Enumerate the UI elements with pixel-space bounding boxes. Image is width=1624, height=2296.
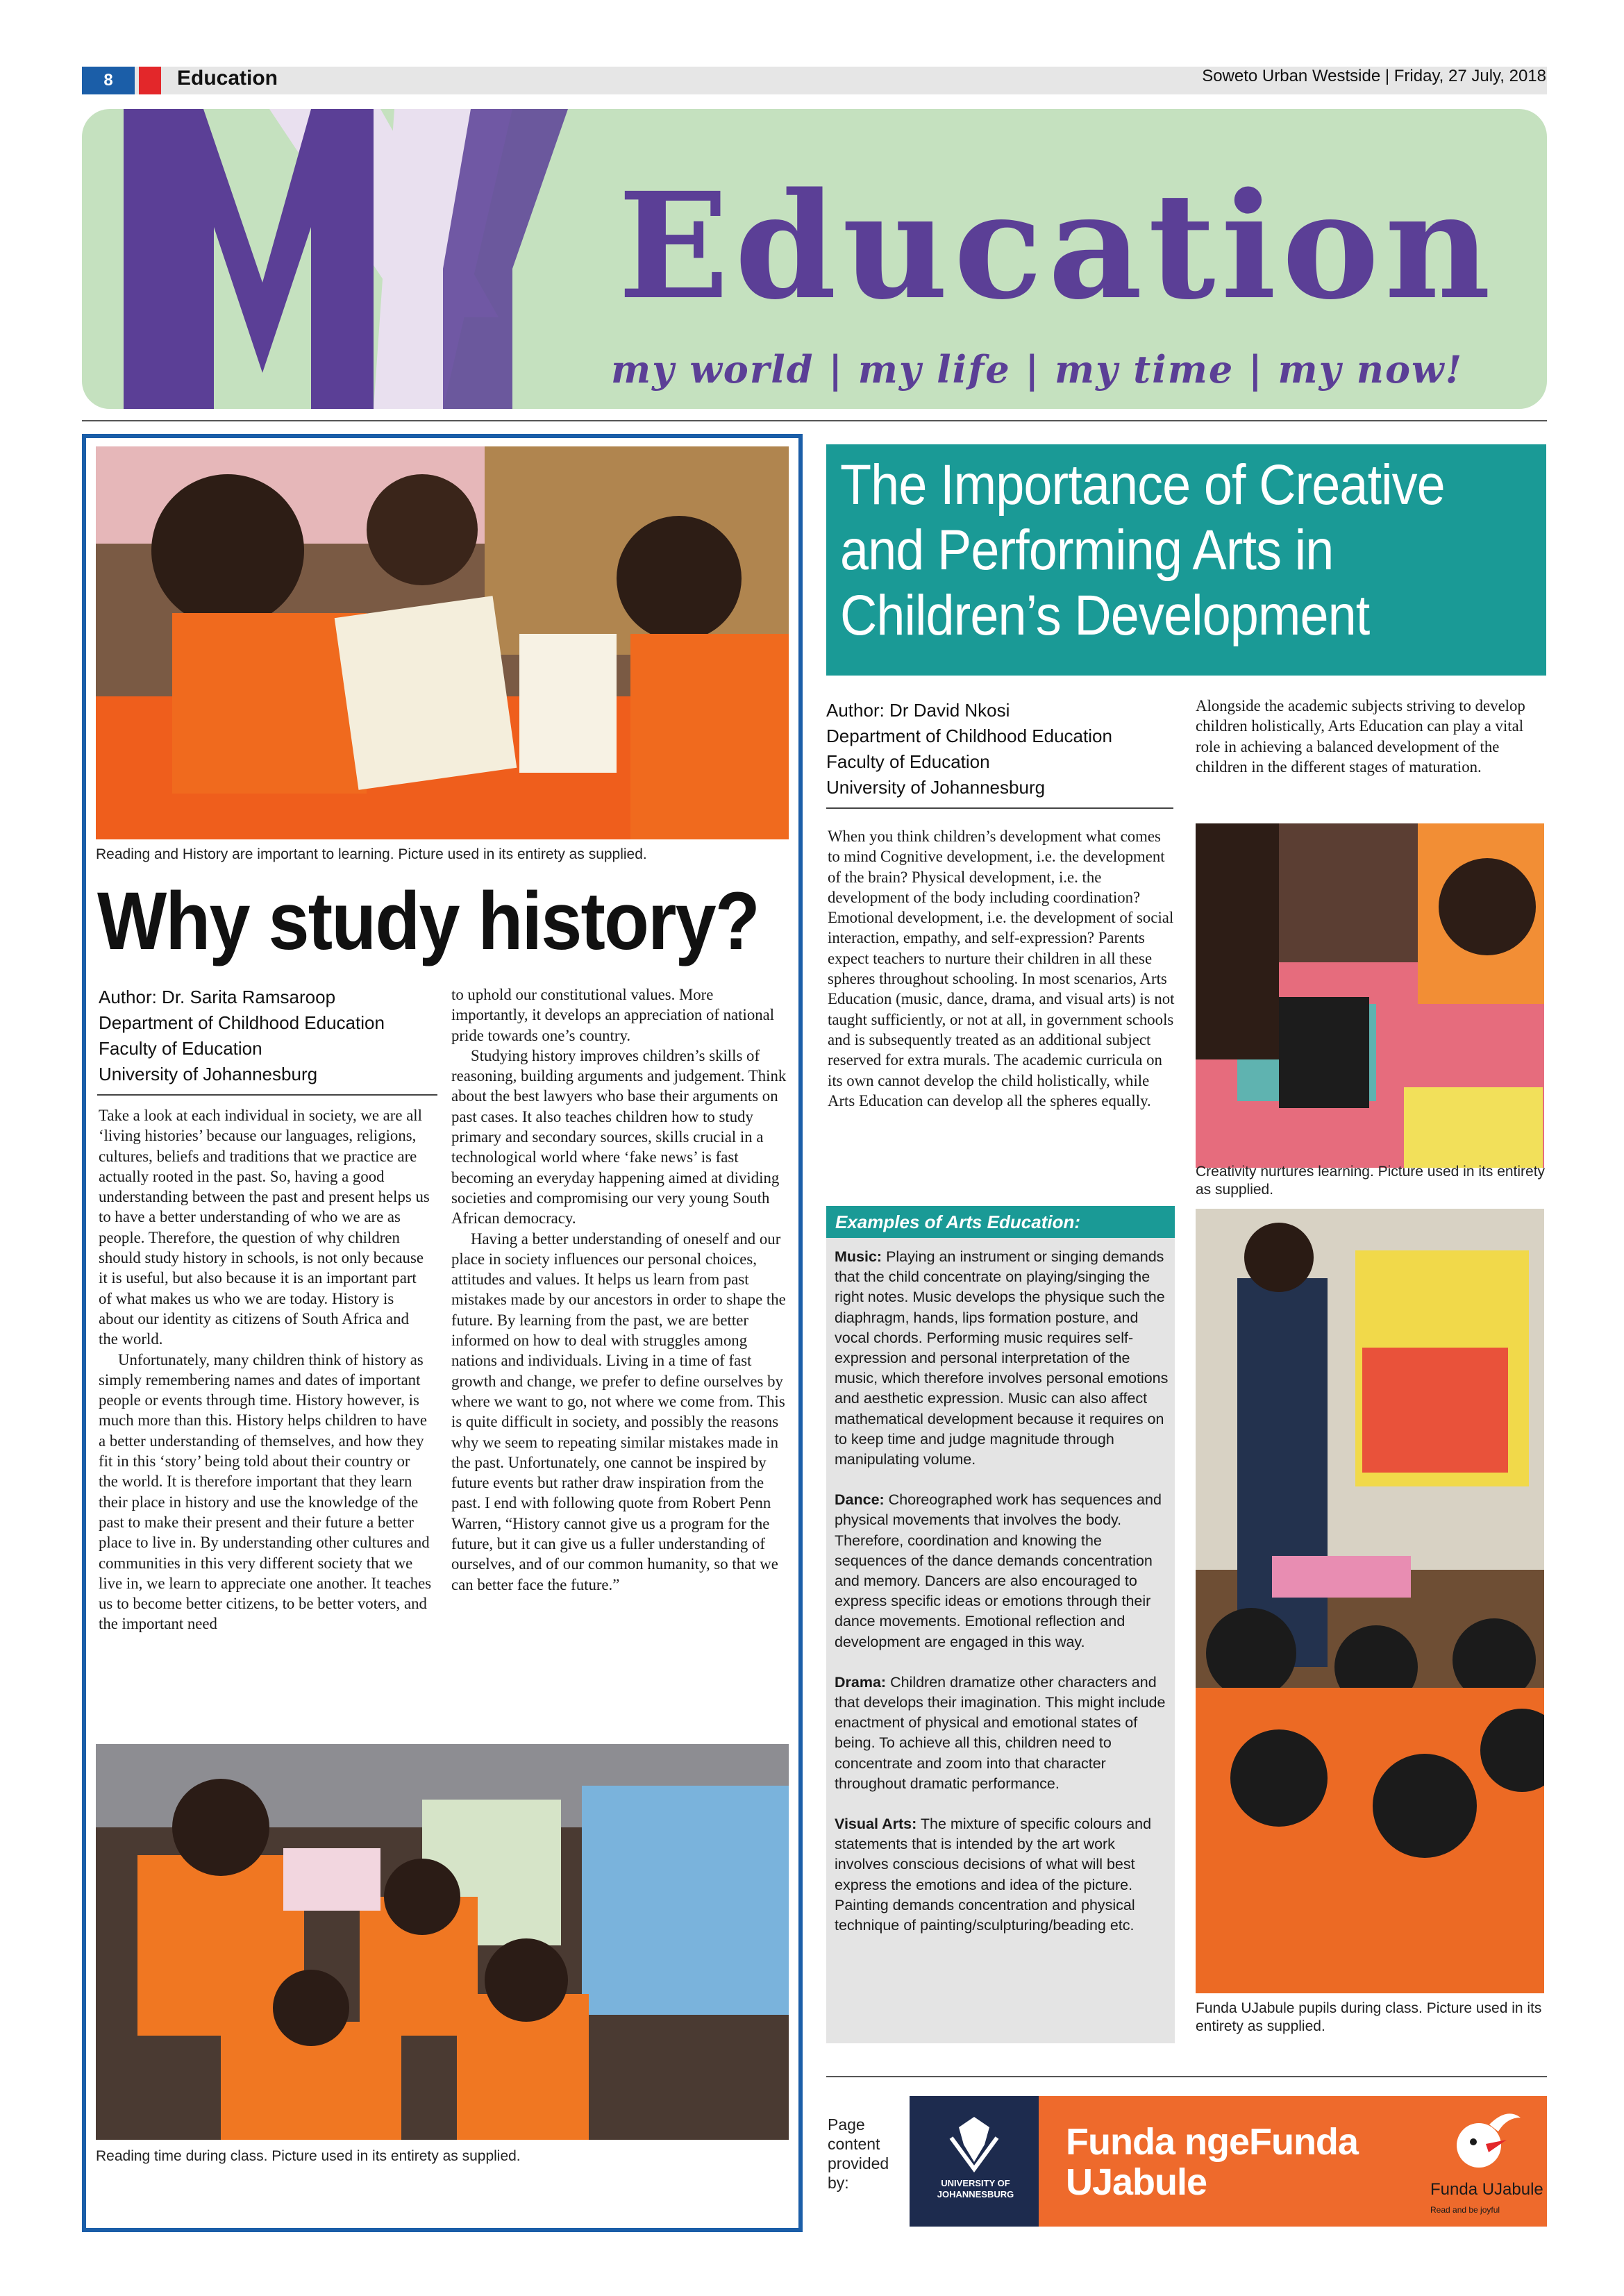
history-column-1	[99, 1105, 432, 1634]
example-term: Music:	[835, 1248, 882, 1265]
photo2-caption: Reading time during class. Picture used in its entirety as supplied.	[96, 2148, 521, 2164]
uj-logo	[910, 2096, 1039, 2227]
byline-author: Author: Dr David Nkosi	[826, 700, 1010, 721]
provided-by-label: Page content provided by:	[828, 2115, 889, 2192]
headline-why-study-history: Why study history?	[97, 875, 759, 967]
divider	[82, 420, 1547, 421]
paragraph: Unfortunately, many children think of history as simply remembering names and dates of important people or events through time. History however, is much more than this. History helps children to have a better understanding of themselves, and how they fit in this ‘story’ being told about their country or the world. It is therefore important that they learn their place in history and use the knowledge of the past to make their present and their future a better place to live in. By understanding other cultures and communities in this very different society that we live in, we learn to appreciate one another. It teaches us to become better citizens, to be better voters, and the important need	[99, 1350, 432, 1633]
funda-banner-text	[1066, 2122, 1358, 2202]
section-marker	[139, 67, 161, 94]
byline-left	[99, 984, 385, 1087]
example-drama	[835, 1673, 1169, 1794]
byline-university: University of Johannesburg	[826, 777, 1046, 798]
photo4-caption: Funda UJabule pupils during class. Picture used in its entirety as supplied.	[1196, 2000, 1542, 2034]
arts-intro	[1196, 696, 1544, 777]
byline-faculty: Faculty of Education	[826, 751, 990, 772]
masthead-tagline: my world | my life | my time | my now!	[611, 347, 1464, 392]
arts-headline	[840, 453, 1471, 648]
photo-reading-time	[96, 1744, 789, 2140]
byline-rule	[97, 1094, 437, 1096]
photo-funda-ujabule-class	[1196, 1209, 1544, 1993]
example-desc: The mixture of specific colours and statements that is intended by the art work involves conscious decisions of what will best express the emotions and idea of the picture. Painting demands concentration and physical technique of painting/sculpturing/beading etc.	[835, 1816, 1152, 1934]
funda-logo-text: Funda UJabule	[1430, 2180, 1543, 2199]
example-desc: Choreographed work has sequences and physical movements that involves the body. Therefore, coordination and knowing the sequences of the dance demands concentration and memory. Dancers are also encouraged to express specific ideas or emotions through their dance movements. Emotional reflection and development are engaged in this way.	[835, 1491, 1162, 1650]
paragraph: Take a look at each individual in society, we are all ‘living histories’ because our languages, religions, cultures, beliefs and traditions that we practice are actually rooted in the past. So, having a good understanding between the past and present helps us to have a better understanding of who we are as people. Therefore, the question of why children should study history in schools, is not only because it is useful, but also because it is an important part of what makes us who we are today. History is about our identity as citizens of South Africa and the world.	[99, 1107, 430, 1348]
photo3-caption: Creativity nurtures learning. Picture used in its entirety as supplied.	[1196, 1164, 1546, 1198]
example-dance	[835, 1490, 1169, 1652]
example-visual-arts	[835, 1814, 1169, 1936]
bird-icon	[1437, 2104, 1527, 2180]
byline-department: Department of Childhood Education	[826, 726, 1112, 746]
masthead-title: Education	[618, 160, 1497, 332]
photo-children-reading	[96, 446, 789, 839]
paragraph: Having a better understanding of oneself and our place in society influences our personal choices, attitudes and values. It helps us learn from past mistakes made by our ancestors in order to shape the future. By learning from the past, we are better informed on how to deal with struggles among nations and individuals. Living in a time of fast growth and change, we prefer to define ourselves by where we want to go, not where we come from. This is quite difficult in society, and possibly the reasons why we seem to repeating similar mistakes made in the past. Unfortunately, one cannot be inspired by future events but rather draw inspiration from the past. I end with following quote from Robert Penn Warren, “History cannot give us a program for the future, but it can give us a fuller understanding of ourselves, and of our common humanity, so that we can better face the future.”	[451, 1230, 786, 1593]
photo-creativity	[1196, 823, 1544, 1168]
arts-column-1	[828, 826, 1175, 1111]
uj-crest-icon	[910, 2096, 1039, 2227]
paragraph: When you think children’s development what comes to mind Cognitive development, i.e. the development of the brain? Physical development, i.e. the development of the body including coordination? Emotional development, i.e. the development of social interaction, empathy, and self-expression? Parents expect teachers to nurture their children in all these spheres throughout schooling. In most scenarios, Arts Education (music, dance, drama, and visual arts) is not taught sufficiently, or not at all, in government schools and is subsequently treated as an additional subject reserved for extra murals. The academic curricula on its own cannot develop the child holistically, while Arts Education can develop all the spheres equally.	[828, 828, 1175, 1109]
paragraph: Alongside the academic subjects striving to develop children holistically, Arts Education can play a vital role in achieving a balanced development of the children in the different stages of maturation.	[1196, 697, 1525, 776]
section-label: Education	[177, 67, 278, 90]
example-desc: Children dramatize other characters and that develops their imagination. This might include enactment of physical and emotional states of being. To achieve all this, children need to concentrate and zoom into that character throughout dramatic performance.	[835, 1673, 1166, 1792]
example-music	[835, 1247, 1169, 1470]
footer-divider	[826, 2076, 1547, 2077]
byline-department: Department of Childhood Education	[99, 1012, 385, 1033]
funda-line: Funda ngeFunda	[1066, 2121, 1358, 2163]
example-term: Drama:	[835, 1673, 887, 1691]
example-term: Visual Arts:	[835, 1816, 917, 1833]
byline-university: University of Johannesburg	[99, 1064, 318, 1084]
byline-right	[826, 698, 1112, 801]
examples-heading: Examples of Arts Education:	[835, 1212, 1080, 1232]
example-desc: Playing an instrument or singing demands that the child concentrate on playing/singing the right notes. Music develops the physique such the diaphragm, hands, lips formation posture, and vocal chords. Performing music requires self-expression and personal interpretation of the music, which therefore involves personal emotions and aesthetic expression. Music can also affect mathematical development because it requires on to keep time and judge magnitude through manipulating volume.	[835, 1248, 1169, 1468]
funda-line: UJabule	[1066, 2161, 1207, 2203]
arts-headline-line: and Performing Arts in	[840, 519, 1334, 582]
byline-author: Author: Dr. Sarita Ramsaroop	[99, 987, 336, 1007]
byline-rule	[826, 807, 1173, 809]
photo1-caption: Reading and History are important to learning. Picture used in its entirety as supplied.	[96, 846, 647, 862]
funda-logo-subtext: Read and be joyful	[1430, 2205, 1500, 2215]
paragraph: to uphold our constitutional values. More importantly, it develops an appreciation of national pride towards one’s country.	[451, 986, 775, 1044]
dateline: Soweto Urban Westside | Friday, 27 July, 2018	[1202, 67, 1546, 85]
paragraph: Studying history improves children’s skills of reasoning, building arguments and judgement. Think about the best lawyers who base their arguments on past cases. It also teaches children how to study primary and secondary sources, skills crucial in a technological world where ‘fake news’ is fast becoming an everyday happening aimed at dividing societies and compromising our very young South African democracy.	[451, 1046, 787, 1227]
page-number: 8	[82, 67, 135, 94]
funda-logo	[1437, 2104, 1527, 2222]
example-term: Dance:	[835, 1491, 885, 1509]
history-column-2	[451, 984, 788, 1595]
examples-text	[835, 1247, 1169, 1956]
arts-headline-line: Children’s Development	[840, 584, 1370, 647]
byline-faculty: Faculty of Education	[99, 1038, 262, 1059]
arts-headline-line: The Importance of Creative	[840, 453, 1445, 517]
uj-name: UNIVERSITY OF JOHANNESBURG	[937, 2178, 1014, 2199]
